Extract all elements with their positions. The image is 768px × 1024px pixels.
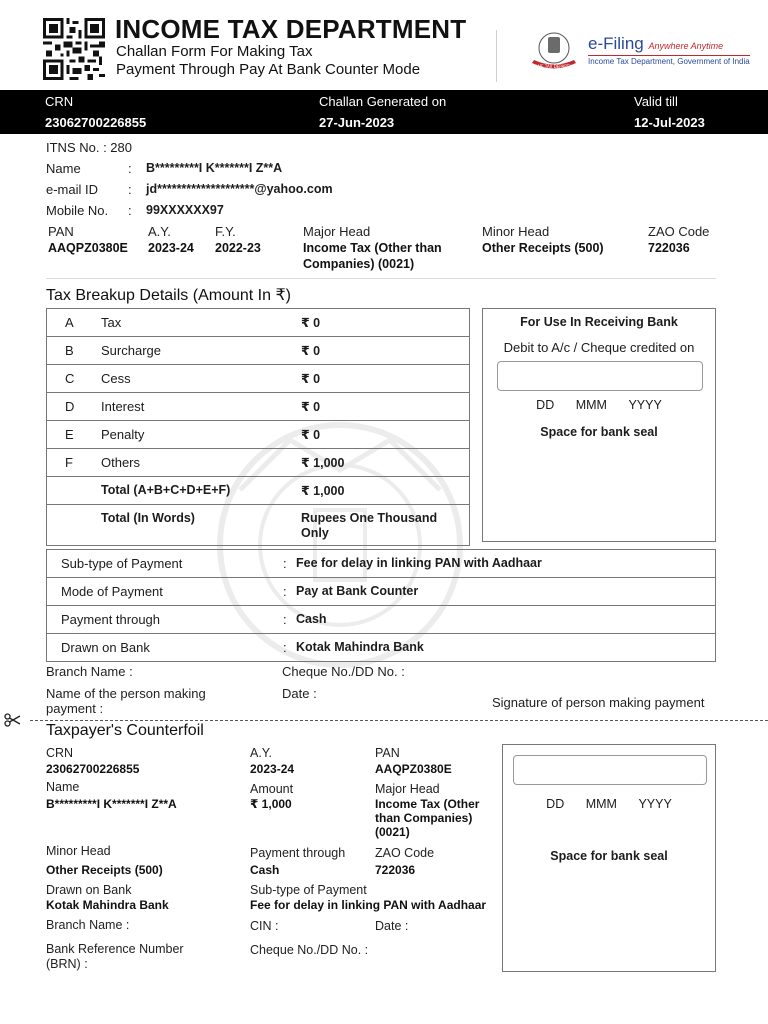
cf-date-field[interactable]: [513, 755, 707, 785]
total-row: Total (A+B+C+D+E+F) ₹ 1,000: [47, 477, 469, 505]
major-head-value-2: Companies) (0021): [303, 257, 415, 271]
cf-through-value: Cash: [250, 863, 280, 877]
date-label: Date :: [282, 686, 317, 701]
cf-brn-label: Bank Reference Number (BRN) :: [46, 942, 184, 971]
cheque-no-label: Cheque No./DD No. :: [282, 664, 405, 679]
cf-ay-label: A.Y.: [250, 746, 273, 760]
cf-zao-label: ZAO Code: [375, 846, 435, 860]
cf-subtype-label: Sub-type of Payment: [250, 883, 367, 897]
fy-value: 2022-23: [215, 241, 261, 255]
table-row: B Surcharge ₹ 0: [47, 337, 469, 365]
table-row: C Cess ₹ 0: [47, 365, 469, 393]
cf-cin-label: CIN :: [250, 919, 279, 933]
date-field[interactable]: [497, 361, 703, 391]
payer-name-label: Name of the person making payment :: [46, 686, 206, 716]
date-format: DD MMM YYYY: [536, 398, 662, 412]
efiling-brand: e-Filing Anywhere Anytime: [588, 34, 724, 53]
scissors-icon: [4, 713, 22, 727]
ay-value: 2023-24: [148, 241, 194, 255]
fy-label: F.Y.: [215, 224, 236, 239]
cf-pan-value: AAQPZ0380E: [375, 762, 452, 776]
cf-minor-head-value: Other Receipts (500): [46, 863, 163, 877]
table-row: D Interest ₹ 0: [47, 393, 469, 421]
total-words-row: Total (In Words) Rupees One Thousand Only: [101, 511, 438, 540]
zao-label: ZAO Code: [648, 224, 710, 239]
generated-value: 27-Jun-2023: [319, 115, 395, 130]
qr-code: [42, 18, 106, 80]
cf-date-label: Date :: [375, 919, 409, 933]
major-head-label: Major Head: [303, 224, 371, 239]
email-label: e-mail ID: [46, 182, 99, 197]
cf-major-head-value: Income Tax (Other than Companies) (0021): [375, 797, 480, 839]
page-title: INCOME TAX DEPARTMENT: [115, 14, 467, 44]
table-row: Payment through : Cash: [47, 606, 715, 634]
header-divider: [496, 30, 497, 82]
cf-major-head-label: Major Head: [375, 782, 440, 796]
name-label: Name: [46, 161, 81, 176]
email-value: jd********************@yahoo.com: [146, 182, 333, 196]
major-head-value: Income Tax (Other than: [303, 241, 442, 255]
generated-label: Challan Generated on: [319, 94, 447, 109]
pan-label: PAN: [48, 224, 74, 239]
cf-through-label: Payment through: [250, 846, 346, 860]
table-row: Mode of Payment : Pay at Bank Counter: [47, 578, 715, 606]
table-row: F Others ₹ 1,000: [47, 449, 469, 477]
page-subtitle: Challan Form For Making Tax Payment Through Pay At Bank Counter Mode: [116, 43, 421, 78]
cf-crn-value: 23062700226855: [46, 762, 140, 776]
bank-seal-space: Space for bank seal: [540, 425, 658, 439]
table-row: E Penalty ₹ 0: [47, 421, 469, 449]
cf-ay-value: 2023-24: [250, 762, 295, 776]
mobile-label: Mobile No.: [46, 203, 109, 218]
cf-subtype-value: Fee for delay in linking PAN with Aadhaar: [250, 898, 487, 912]
branch-name-label: Branch Name :: [46, 664, 133, 679]
colon: :: [128, 203, 132, 218]
minor-head-value: Other Receipts (500): [482, 241, 604, 255]
divider: [46, 278, 716, 279]
colon: :: [128, 161, 132, 176]
minor-head-label: Minor Head: [482, 224, 550, 239]
counterfoil-bank-box: [502, 744, 716, 972]
bank-box-subtitle: Debit to A/c / Cheque credited on: [503, 340, 695, 355]
table-row: Drawn on Bank : Kotak Mahindra Bank: [61, 640, 424, 655]
cf-branch-label: Branch Name :: [46, 918, 130, 932]
tax-breakup-table: [46, 308, 470, 546]
zao-value: 722036: [648, 241, 690, 255]
crn-value: 23062700226855: [45, 115, 147, 130]
mobile-value: 99XXXXXX97: [146, 203, 224, 217]
colon: :: [128, 182, 132, 197]
name-value: B*********I K*******I Z**A: [146, 161, 283, 175]
cf-date-format: DD MMM YYYY: [546, 797, 672, 811]
receiving-bank-box: [482, 308, 716, 542]
cf-name-label: Name: [46, 780, 80, 794]
ay-label: A.Y.: [148, 224, 171, 239]
cf-amount-value: ₹ 1,000: [250, 797, 292, 811]
itns-number: ITNS No. : 280: [46, 140, 132, 155]
cut-line: [30, 720, 768, 721]
efiling-logo: [528, 30, 750, 74]
crn-label: CRN: [45, 94, 74, 109]
valid-value: 12-Jul-2023: [634, 115, 705, 130]
cf-bank-value: Kotak Mahindra Bank: [46, 898, 169, 912]
pan-value: AAQPZ0380E: [48, 241, 128, 255]
cf-name-value: B*********I K*******I Z**A: [46, 797, 177, 811]
bank-box-title: For Use In Receiving Bank: [520, 315, 678, 329]
signature-label: Signature of person making payment: [492, 695, 705, 710]
tax-breakup-title: Tax Breakup Details (Amount In ₹): [46, 287, 291, 304]
cf-amount-label: Amount: [250, 782, 294, 796]
cf-cheque-label: Cheque No./DD No. :: [250, 943, 369, 957]
cf-zao-value: 722036: [375, 863, 416, 877]
svg-text:INCOME TAX DEPARTMENT: INCOME TAX DEPARTMENT: [528, 64, 581, 69]
table-row: A Tax ₹ 0: [47, 309, 469, 337]
cf-bank-label: Drawn on Bank: [46, 883, 132, 897]
valid-label: Valid till: [634, 94, 678, 109]
challan-info-bar: [0, 90, 768, 134]
efiling-caption: Income Tax Department, Government of India: [588, 57, 750, 66]
cf-bank-seal-space: Space for bank seal: [550, 849, 668, 863]
cf-pan-label: PAN: [375, 746, 400, 760]
cf-minor-head-label: Minor Head: [46, 844, 111, 858]
counterfoil-title: Taxpayer's Counterfoil: [46, 722, 204, 739]
cf-crn-label: CRN: [46, 746, 74, 760]
table-row: Sub-type of Payment : Fee for delay in linking PAN with Aadhaar: [47, 550, 715, 578]
payment-details-table: [46, 549, 716, 662]
